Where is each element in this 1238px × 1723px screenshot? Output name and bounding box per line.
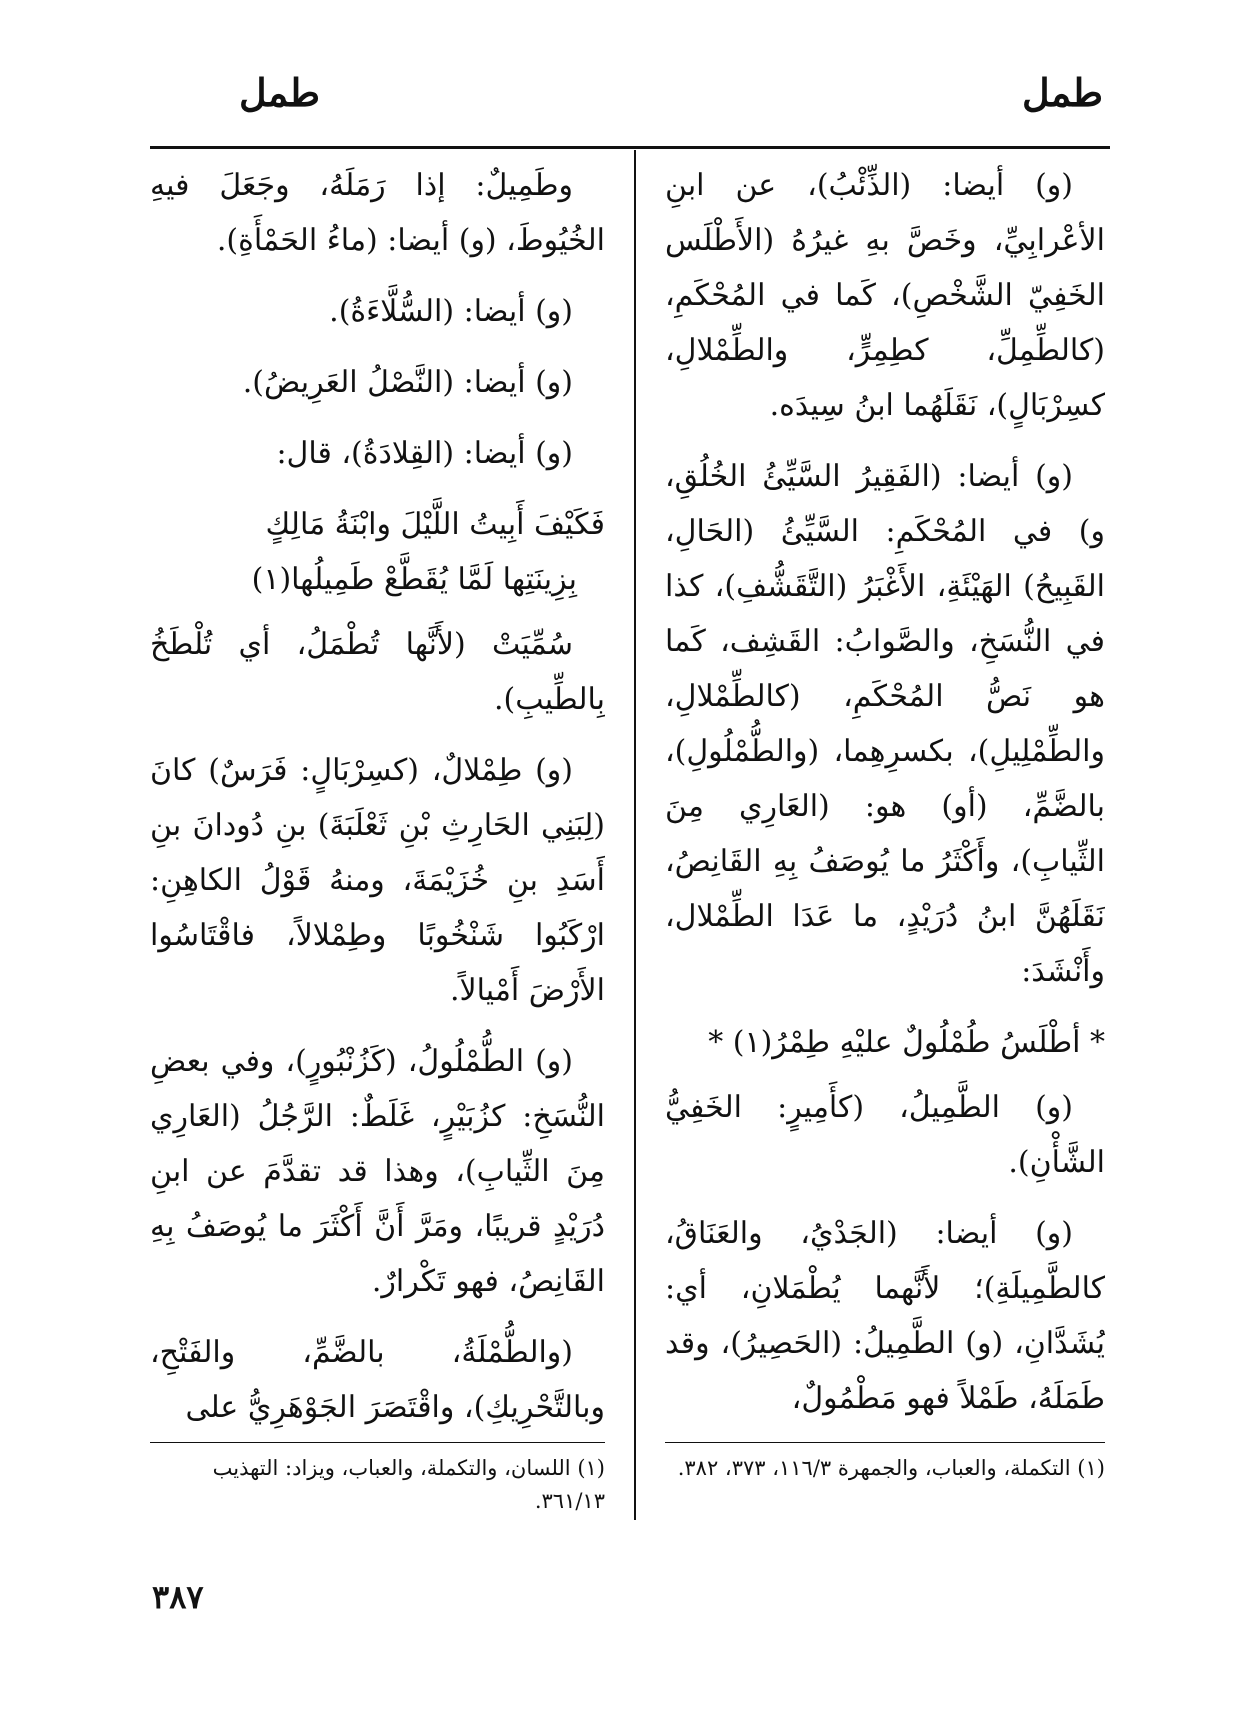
running-header-left: طمل [239, 70, 320, 115]
footnote-right: (١) التكملة، والعباب، والجمهرة ١١٦/٣، ٣٧٣، ٣٨٢. [677, 1456, 1105, 1480]
footnote-left: (١) اللسان، والتكملة، والعباب، ويزاد: التهذيب ٣٦١/١٣. [212, 1456, 605, 1513]
verse-hemistich-2: بِزِينَتِها لَمَّا يُقَطَّعْ طَمِيلُها(١) [251, 562, 577, 597]
right-column [665, 158, 1105, 1448]
entry-paragraph: (و) أيضا: (الذِّئْبُ)، عن ابنِ الأعْرابِيِّ، وخَصَّ بهِ غيرُهُ (الأَطْلَس الخَفِيّ الشَّخْصِ)، كَما في المُحْكَمِ، (كالطِّمِلِّ، كطِمِرٍّ، والطِّمْلالِ، كسِرْبَالٍ)، نَقَلَهُما ابنُ سِيدَه. [665, 168, 1105, 423]
left-column [150, 158, 605, 1448]
entry-paragraph: (و) أيضا: (القِلادَةُ)، قال: [276, 436, 573, 471]
header-rule [150, 146, 1110, 149]
running-header-right: طمل [1022, 70, 1103, 115]
entry-paragraph: (و) الطُّمْلُولُ، (كَزُنْبُورٍ)، وفي بعضِ النُّسَخِ: كزُبَيْرٍ، غَلَطٌ: الرَّجُلُ (العَارِي مِنَ الثِّيابِ)، وهذا قد تقدَّمَ عن ابنِ دُرَيْدٍ قريبًا، ومَرَّ أَنَّ أَكْثَرَ ما يُوصَفُ بِهِ القَانِصُ، فهو تَكْرارٌ. [150, 1044, 605, 1299]
footnote-rule-right [665, 1442, 1105, 1443]
column-divider [634, 150, 636, 1520]
verse-line: * أطْلَسُ طُمْلُولٌ عليْهِ طِمْرُ(١) * [708, 1025, 1105, 1060]
footnote-rule-left [150, 1442, 605, 1443]
entry-paragraph: (والطُّمْلَةُ، بالضَّمِّ، والفَتْحِ، وبالتَّحْرِيكِ)، واقْتَصَرَ الجَوْهَرِيُّ على [150, 1335, 605, 1425]
entry-paragraph: سُمِّيَتْ (لأَنَّها تُطْمَلُ، أي تُلْطَخُ بِالطِّيبِ). [150, 627, 605, 717]
entry-paragraph: (و) أيضا: (الجَدْيُ، والعَنَاقُ، كالطَّمِيلَةِ)؛ لأَنَّهما يُطْمَلانِ، أي: يُشَدَّانِ، (و) الطَّمِيلُ: (الحَصِيرُ)، وقد طَمَلَهُ، طَمْلاً فهو مَطْمُولٌ، [665, 1216, 1105, 1416]
entry-paragraph: (و) أيضا: (السُّلَّاءَةُ). [329, 294, 573, 329]
entry-paragraph: (و) الطَّمِيلُ، (كأَمِيرٍ: الخَفِيُّ الشَّأْنِ). [665, 1090, 1105, 1180]
verse-couplet [150, 497, 605, 607]
page-number: ٣٨٧ [152, 1578, 204, 1616]
entry-paragraph: وطَمِيلٌ: إذا رَمَلَهُ، وجَعَلَ فيهِ الخُيُوطَ، (و) أيضا: (ماءُ الحَمْأَةِ). [150, 168, 605, 258]
entry-paragraph: (و) أيضا: (النَّصْلُ العَرِيضُ). [242, 365, 573, 400]
verse-hemistich-1: فَكَيْفَ أَبِيتُ اللَّيْلَ وابْنَةُ مَالِكٍ [265, 507, 605, 542]
entry-paragraph: (و) أيضا: (الفَقِيرُ السَّيِّئُ الخُلُقِ، و) في المُحْكَمِ: السَّيِّئُ (الحَالِ، القَبِيحُ) الهَيْئَةِ، الأَغْبَرُ (التَّقَشُّفِ)، كذا في النُّسَخِ، والصَّوابُ: القَشِف، كَما هو نَصُّ المُحْكَمِ، (كالطِّمْلالِ، والطِّمْلِيلِ)، بكسرِهِما، (والطُّمْلُولِ)، بالضَّمِّ، (أو) هو: (العَارِي مِنَ الثِّيابِ)، وأَكْثَرُ ما يُوصَفُ بِهِ القَانِصُ، نَقَلَهُنَّ ابنُ دُرَيْدٍ، ما عَدَا الطِّمْلال، وأَنْشَدَ: [665, 459, 1105, 989]
entry-paragraph: (و) طِمْلالٌ، (كسِرْبَالٍ: فَرَسٌ) كانَ (لِبَنِي الحَارِثِ بْنِ ثَعْلَبَةَ) بنِ دُودانَ بنِ أَسَدِ بنِ خُزَيْمَةَ، ومنهُ قَوْلُ الكاهِنِ: ارْكَبُوا شَنْخُوبًا وطِمْلالاً، فاقْتَاسُوا الأَرْضَ أَمْيالاً. [150, 753, 605, 1008]
